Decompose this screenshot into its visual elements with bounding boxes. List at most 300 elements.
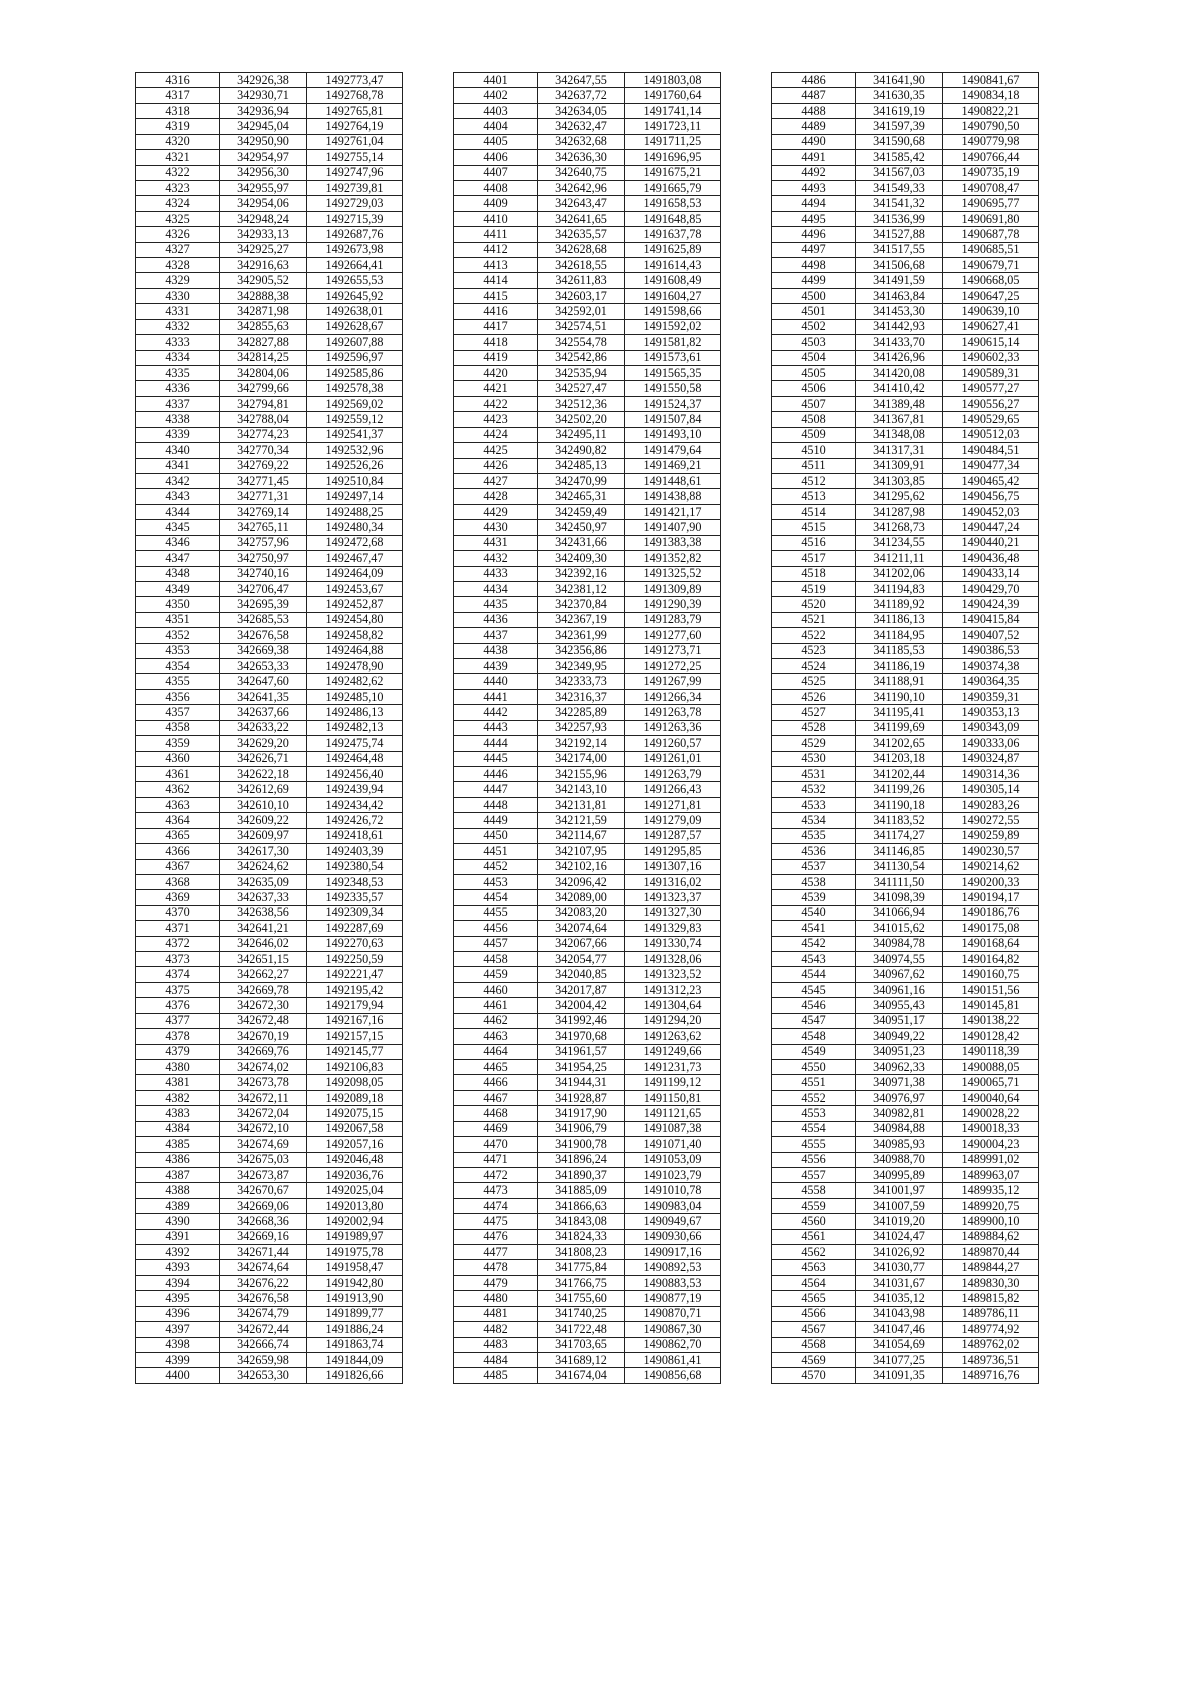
table-row	[772, 227, 1039, 242]
x-coordinate-cell: 342672,30	[220, 998, 307, 1013]
table-row	[772, 350, 1039, 365]
point-number-cell: 4421	[454, 381, 538, 396]
x-coordinate-cell: 342670,67	[220, 1183, 307, 1198]
y-coordinate-cell: 1490949,67	[625, 1214, 721, 1229]
point-number-cell: 4325	[136, 211, 220, 226]
y-coordinate-cell: 1491294,20	[625, 1013, 721, 1028]
point-number-cell: 4337	[136, 396, 220, 411]
point-number-cell: 4439	[454, 659, 538, 674]
point-number-cell: 4409	[454, 196, 538, 211]
y-coordinate-cell: 1491312,23	[625, 982, 721, 997]
y-coordinate-cell: 1492729,03	[307, 196, 403, 211]
table-row	[772, 967, 1039, 982]
x-coordinate-cell: 340951,23	[856, 1044, 943, 1059]
point-number-cell: 4407	[454, 165, 538, 180]
point-number-cell: 4499	[772, 273, 856, 288]
y-coordinate-cell: 1490685,51	[943, 242, 1039, 257]
table-row	[772, 659, 1039, 674]
y-coordinate-cell: 1490779,98	[943, 134, 1039, 149]
y-coordinate-cell: 1492454,80	[307, 612, 403, 627]
y-coordinate-cell: 1491273,71	[625, 643, 721, 658]
point-number-cell: 4366	[136, 844, 220, 859]
y-coordinate-cell: 1491493,10	[625, 427, 721, 442]
y-coordinate-cell: 1491469,21	[625, 458, 721, 473]
table-row	[454, 1183, 721, 1198]
x-coordinate-cell: 342674,02	[220, 1060, 307, 1075]
table-row	[772, 1229, 1039, 1244]
table-row	[136, 504, 403, 519]
point-number-cell: 4503	[772, 335, 856, 350]
x-coordinate-cell: 340984,78	[856, 936, 943, 951]
table-row	[136, 227, 403, 242]
y-coordinate-cell: 1491550,58	[625, 381, 721, 396]
table-row	[772, 119, 1039, 134]
x-coordinate-cell: 342574,51	[538, 319, 625, 334]
y-coordinate-cell: 1492765,81	[307, 103, 403, 118]
table-row	[772, 844, 1039, 859]
point-number-cell: 4320	[136, 134, 220, 149]
y-coordinate-cell: 1491421,17	[625, 504, 721, 519]
x-coordinate-cell: 342316,37	[538, 689, 625, 704]
table-row	[772, 1044, 1039, 1059]
y-coordinate-cell: 1491199,12	[625, 1075, 721, 1090]
x-coordinate-cell: 341885,09	[538, 1183, 625, 1198]
y-coordinate-cell: 1491407,90	[625, 520, 721, 535]
y-coordinate-cell: 1490484,51	[943, 443, 1039, 458]
y-coordinate-cell: 1491087,38	[625, 1121, 721, 1136]
y-coordinate-cell: 1491260,57	[625, 736, 721, 751]
y-coordinate-cell: 1491263,78	[625, 705, 721, 720]
y-coordinate-cell: 1491290,39	[625, 597, 721, 612]
point-number-cell: 4508	[772, 412, 856, 427]
x-coordinate-cell: 341463,84	[856, 288, 943, 303]
table-row	[772, 921, 1039, 936]
point-number-cell: 4445	[454, 751, 538, 766]
table-row	[454, 813, 721, 828]
table-row	[772, 859, 1039, 874]
point-number-cell: 4469	[454, 1121, 538, 1136]
table-row	[136, 304, 403, 319]
x-coordinate-cell: 342114,67	[538, 828, 625, 843]
point-number-cell: 4420	[454, 366, 538, 381]
x-coordinate-cell: 342769,22	[220, 458, 307, 473]
table-row	[136, 335, 403, 350]
y-coordinate-cell: 1492596,97	[307, 350, 403, 365]
x-coordinate-cell: 342618,55	[538, 258, 625, 273]
x-coordinate-cell: 342641,21	[220, 921, 307, 936]
point-number-cell: 4340	[136, 443, 220, 458]
point-number-cell: 4568	[772, 1337, 856, 1352]
x-coordinate-cell: 342855,63	[220, 319, 307, 334]
x-coordinate-cell: 342634,05	[538, 103, 625, 118]
table-row	[136, 813, 403, 828]
point-number-cell: 4455	[454, 905, 538, 920]
point-number-cell: 4521	[772, 612, 856, 627]
x-coordinate-cell: 341174,27	[856, 828, 943, 843]
x-coordinate-cell: 342706,47	[220, 581, 307, 596]
point-number-cell: 4489	[772, 119, 856, 134]
point-number-cell: 4447	[454, 782, 538, 797]
table-row	[454, 1044, 721, 1059]
table-row	[454, 859, 721, 874]
y-coordinate-cell: 1490602,33	[943, 350, 1039, 365]
y-coordinate-cell: 1492157,15	[307, 1029, 403, 1044]
y-coordinate-cell: 1492453,67	[307, 581, 403, 596]
point-number-cell: 4486	[772, 73, 856, 88]
x-coordinate-cell: 342610,10	[220, 797, 307, 812]
y-coordinate-cell: 1491958,47	[307, 1260, 403, 1275]
x-coordinate-cell: 341199,69	[856, 720, 943, 735]
x-coordinate-cell: 341549,33	[856, 180, 943, 195]
x-coordinate-cell: 341091,35	[856, 1368, 943, 1383]
y-coordinate-cell: 1492456,40	[307, 766, 403, 781]
x-coordinate-cell: 341348,08	[856, 427, 943, 442]
table-row	[136, 1229, 403, 1244]
table-row	[454, 751, 721, 766]
table-row	[454, 597, 721, 612]
y-coordinate-cell: 1492348,53	[307, 874, 403, 889]
x-coordinate-cell: 341900,78	[538, 1137, 625, 1152]
table-row	[772, 211, 1039, 226]
y-coordinate-cell: 1491658,53	[625, 196, 721, 211]
x-coordinate-cell: 341309,91	[856, 458, 943, 473]
point-number-cell: 4478	[454, 1260, 538, 1275]
table-row	[454, 766, 721, 781]
table-row	[136, 458, 403, 473]
table-row	[454, 1306, 721, 1321]
y-coordinate-cell: 1490877,19	[625, 1291, 721, 1306]
table-row	[772, 335, 1039, 350]
x-coordinate-cell: 342647,55	[538, 73, 625, 88]
x-coordinate-cell: 341491,59	[856, 273, 943, 288]
table-row	[136, 1183, 403, 1198]
table-row	[136, 350, 403, 365]
table-row	[772, 551, 1039, 566]
table-row	[772, 288, 1039, 303]
y-coordinate-cell: 1492607,88	[307, 335, 403, 350]
point-number-cell: 4434	[454, 581, 538, 596]
x-coordinate-cell: 342771,31	[220, 489, 307, 504]
y-coordinate-cell: 1492532,96	[307, 443, 403, 458]
table-row	[454, 1121, 721, 1136]
x-coordinate-cell: 342155,96	[538, 766, 625, 781]
x-coordinate-cell: 341808,23	[538, 1245, 625, 1260]
y-coordinate-cell: 1491150,81	[625, 1090, 721, 1105]
point-number-cell: 4514	[772, 504, 856, 519]
x-coordinate-cell: 342750,97	[220, 551, 307, 566]
x-coordinate-cell: 342640,75	[538, 165, 625, 180]
x-coordinate-cell: 342107,95	[538, 844, 625, 859]
point-number-cell: 4354	[136, 659, 220, 674]
point-number-cell: 4404	[454, 119, 538, 134]
x-coordinate-cell: 342356,86	[538, 643, 625, 658]
y-coordinate-cell: 1491263,62	[625, 1029, 721, 1044]
point-number-cell: 4326	[136, 227, 220, 242]
y-coordinate-cell: 1490930,66	[625, 1229, 721, 1244]
x-coordinate-cell: 341420,08	[856, 366, 943, 381]
y-coordinate-cell: 1489884,62	[943, 1229, 1039, 1244]
x-coordinate-cell: 342668,36	[220, 1214, 307, 1229]
table-row	[454, 273, 721, 288]
point-number-cell: 4440	[454, 674, 538, 689]
point-number-cell: 4471	[454, 1152, 538, 1167]
x-coordinate-cell: 342695,39	[220, 597, 307, 612]
x-coordinate-cell: 342636,30	[538, 150, 625, 165]
point-number-cell: 4544	[772, 967, 856, 982]
y-coordinate-cell: 1492426,72	[307, 813, 403, 828]
table-row	[454, 612, 721, 627]
point-number-cell: 4476	[454, 1229, 538, 1244]
point-number-cell: 4551	[772, 1075, 856, 1090]
table-row	[136, 1167, 403, 1182]
x-coordinate-cell: 342669,38	[220, 643, 307, 658]
point-number-cell: 4518	[772, 566, 856, 581]
point-number-cell: 4559	[772, 1198, 856, 1213]
x-coordinate-cell: 341641,90	[856, 73, 943, 88]
x-coordinate-cell: 341536,99	[856, 211, 943, 226]
table-row	[772, 813, 1039, 828]
point-number-cell: 4361	[136, 766, 220, 781]
y-coordinate-cell: 1491295,85	[625, 844, 721, 859]
y-coordinate-cell: 1491863,74	[307, 1337, 403, 1352]
y-coordinate-cell: 1490272,55	[943, 813, 1039, 828]
point-number-cell: 4371	[136, 921, 220, 936]
table-row	[136, 165, 403, 180]
table-row	[136, 982, 403, 997]
table-row	[136, 88, 403, 103]
x-coordinate-cell: 342871,98	[220, 304, 307, 319]
y-coordinate-cell: 1492464,48	[307, 751, 403, 766]
point-number-cell: 4363	[136, 797, 220, 812]
x-coordinate-cell: 342089,00	[538, 890, 625, 905]
x-coordinate-cell: 342676,22	[220, 1275, 307, 1290]
point-number-cell: 4506	[772, 381, 856, 396]
y-coordinate-cell: 1492764,19	[307, 119, 403, 134]
y-coordinate-cell: 1492221,47	[307, 967, 403, 982]
point-number-cell: 4524	[772, 659, 856, 674]
x-coordinate-cell: 341047,46	[856, 1322, 943, 1337]
y-coordinate-cell: 1490333,06	[943, 736, 1039, 751]
point-number-cell: 4358	[136, 720, 220, 735]
y-coordinate-cell: 1491913,90	[307, 1291, 403, 1306]
x-coordinate-cell: 341202,44	[856, 766, 943, 781]
table-row	[454, 150, 721, 165]
point-number-cell: 4430	[454, 520, 538, 535]
x-coordinate-cell: 342647,60	[220, 674, 307, 689]
y-coordinate-cell: 1492497,14	[307, 489, 403, 504]
table-row	[136, 766, 403, 781]
table-row	[136, 782, 403, 797]
point-number-cell: 4531	[772, 766, 856, 781]
point-number-cell: 4515	[772, 520, 856, 535]
point-number-cell: 4538	[772, 874, 856, 889]
y-coordinate-cell: 1491266,34	[625, 689, 721, 704]
table-row	[136, 1214, 403, 1229]
point-number-cell: 4415	[454, 288, 538, 303]
table-row	[136, 427, 403, 442]
table-row	[136, 551, 403, 566]
x-coordinate-cell: 341703,65	[538, 1337, 625, 1352]
y-coordinate-cell: 1491327,30	[625, 905, 721, 920]
x-coordinate-cell: 340951,17	[856, 1013, 943, 1028]
point-number-cell: 4498	[772, 258, 856, 273]
y-coordinate-cell: 1490168,64	[943, 936, 1039, 951]
point-number-cell: 4348	[136, 566, 220, 581]
table-row	[454, 828, 721, 843]
point-number-cell: 4432	[454, 551, 538, 566]
y-coordinate-cell: 1489920,75	[943, 1198, 1039, 1213]
y-coordinate-cell: 1490415,84	[943, 612, 1039, 627]
table-row	[136, 412, 403, 427]
table-row	[772, 936, 1039, 951]
x-coordinate-cell: 341824,33	[538, 1229, 625, 1244]
point-number-cell: 4562	[772, 1245, 856, 1260]
y-coordinate-cell: 1490917,16	[625, 1245, 721, 1260]
y-coordinate-cell: 1492464,88	[307, 643, 403, 658]
x-coordinate-cell: 342936,94	[220, 103, 307, 118]
y-coordinate-cell: 1491263,36	[625, 720, 721, 735]
table-row	[772, 1322, 1039, 1337]
point-number-cell: 4479	[454, 1275, 538, 1290]
point-number-cell: 4323	[136, 180, 220, 195]
y-coordinate-cell: 1491448,61	[625, 473, 721, 488]
point-number-cell: 4424	[454, 427, 538, 442]
y-coordinate-cell: 1492098,05	[307, 1075, 403, 1090]
x-coordinate-cell: 341630,35	[856, 88, 943, 103]
y-coordinate-cell: 1492755,14	[307, 150, 403, 165]
x-coordinate-cell: 342675,03	[220, 1152, 307, 1167]
y-coordinate-cell: 1491053,09	[625, 1152, 721, 1167]
point-number-cell: 4330	[136, 288, 220, 303]
y-coordinate-cell: 1492510,84	[307, 473, 403, 488]
point-number-cell: 4542	[772, 936, 856, 951]
y-coordinate-cell: 1492673,98	[307, 242, 403, 257]
y-coordinate-cell: 1492478,90	[307, 659, 403, 674]
y-coordinate-cell: 1491573,61	[625, 350, 721, 365]
x-coordinate-cell: 342676,58	[220, 1291, 307, 1306]
y-coordinate-cell: 1490708,47	[943, 180, 1039, 195]
x-coordinate-cell: 341689,12	[538, 1353, 625, 1368]
x-coordinate-cell: 342666,74	[220, 1337, 307, 1352]
x-coordinate-cell: 341896,24	[538, 1152, 625, 1167]
y-coordinate-cell: 1490343,09	[943, 720, 1039, 735]
y-coordinate-cell: 1490647,25	[943, 288, 1039, 303]
y-coordinate-cell: 1490687,78	[943, 227, 1039, 242]
point-number-cell: 4501	[772, 304, 856, 319]
table-row	[772, 905, 1039, 920]
y-coordinate-cell: 1490386,53	[943, 643, 1039, 658]
x-coordinate-cell: 342827,88	[220, 335, 307, 350]
point-number-cell: 4535	[772, 828, 856, 843]
y-coordinate-cell: 1492645,92	[307, 288, 403, 303]
point-number-cell: 4369	[136, 890, 220, 905]
table-row	[772, 628, 1039, 643]
point-number-cell: 4392	[136, 1245, 220, 1260]
x-coordinate-cell: 341007,59	[856, 1198, 943, 1213]
point-number-cell: 4398	[136, 1337, 220, 1352]
x-coordinate-cell: 341585,42	[856, 150, 943, 165]
table-row	[136, 196, 403, 211]
point-number-cell: 4549	[772, 1044, 856, 1059]
x-coordinate-cell: 342888,38	[220, 288, 307, 303]
table-row	[454, 844, 721, 859]
x-coordinate-cell: 342643,47	[538, 196, 625, 211]
table-row	[454, 566, 721, 581]
y-coordinate-cell: 1492541,37	[307, 427, 403, 442]
table-row	[454, 874, 721, 889]
table-row	[772, 427, 1039, 442]
x-coordinate-cell: 340988,70	[856, 1152, 943, 1167]
point-number-cell: 4397	[136, 1322, 220, 1337]
y-coordinate-cell: 1492485,10	[307, 689, 403, 704]
y-coordinate-cell: 1490164,82	[943, 952, 1039, 967]
table-row	[454, 366, 721, 381]
point-number-cell: 4546	[772, 998, 856, 1013]
table-row	[136, 73, 403, 88]
table-row	[772, 535, 1039, 550]
table-row	[772, 1121, 1039, 1136]
y-coordinate-cell: 1491696,95	[625, 150, 721, 165]
table-row	[454, 288, 721, 303]
x-coordinate-cell: 341426,96	[856, 350, 943, 365]
x-coordinate-cell: 342669,16	[220, 1229, 307, 1244]
y-coordinate-cell: 1490589,31	[943, 366, 1039, 381]
table-row	[454, 165, 721, 180]
x-coordinate-cell: 342592,01	[538, 304, 625, 319]
table-row	[454, 551, 721, 566]
point-number-cell: 4391	[136, 1229, 220, 1244]
point-number-cell: 4352	[136, 628, 220, 643]
y-coordinate-cell: 1490822,21	[943, 103, 1039, 118]
y-coordinate-cell: 1492480,34	[307, 520, 403, 535]
x-coordinate-cell: 342673,78	[220, 1075, 307, 1090]
y-coordinate-cell: 1491989,97	[307, 1229, 403, 1244]
y-coordinate-cell: 1490447,24	[943, 520, 1039, 535]
y-coordinate-cell: 1491323,52	[625, 967, 721, 982]
table-row	[454, 659, 721, 674]
y-coordinate-cell: 1491711,25	[625, 134, 721, 149]
point-number-cell: 4502	[772, 319, 856, 334]
y-coordinate-cell: 1492403,39	[307, 844, 403, 859]
x-coordinate-cell: 342794,81	[220, 396, 307, 411]
point-number-cell: 4536	[772, 844, 856, 859]
y-coordinate-cell: 1490834,18	[943, 88, 1039, 103]
point-number-cell: 4464	[454, 1044, 538, 1059]
x-coordinate-cell: 342465,31	[538, 489, 625, 504]
y-coordinate-cell: 1490004,23	[943, 1137, 1039, 1152]
point-number-cell: 4406	[454, 150, 538, 165]
point-number-cell: 4457	[454, 936, 538, 951]
y-coordinate-cell: 1490867,30	[625, 1322, 721, 1337]
point-number-cell: 4416	[454, 304, 538, 319]
point-number-cell: 4565	[772, 1291, 856, 1306]
coordinate-table-3	[771, 72, 1039, 1384]
table-row	[454, 211, 721, 226]
x-coordinate-cell: 341843,08	[538, 1214, 625, 1229]
y-coordinate-cell: 1490214,62	[943, 859, 1039, 874]
x-coordinate-cell: 341202,65	[856, 736, 943, 751]
table-row	[136, 689, 403, 704]
point-number-cell: 4377	[136, 1013, 220, 1028]
x-coordinate-cell: 342673,87	[220, 1167, 307, 1182]
x-coordinate-cell: 340967,62	[856, 967, 943, 982]
table-row	[772, 566, 1039, 581]
y-coordinate-cell: 1491272,25	[625, 659, 721, 674]
point-number-cell: 4453	[454, 874, 538, 889]
x-coordinate-cell: 342257,93	[538, 720, 625, 735]
x-coordinate-cell: 342930,71	[220, 88, 307, 103]
table-row	[454, 1291, 721, 1306]
